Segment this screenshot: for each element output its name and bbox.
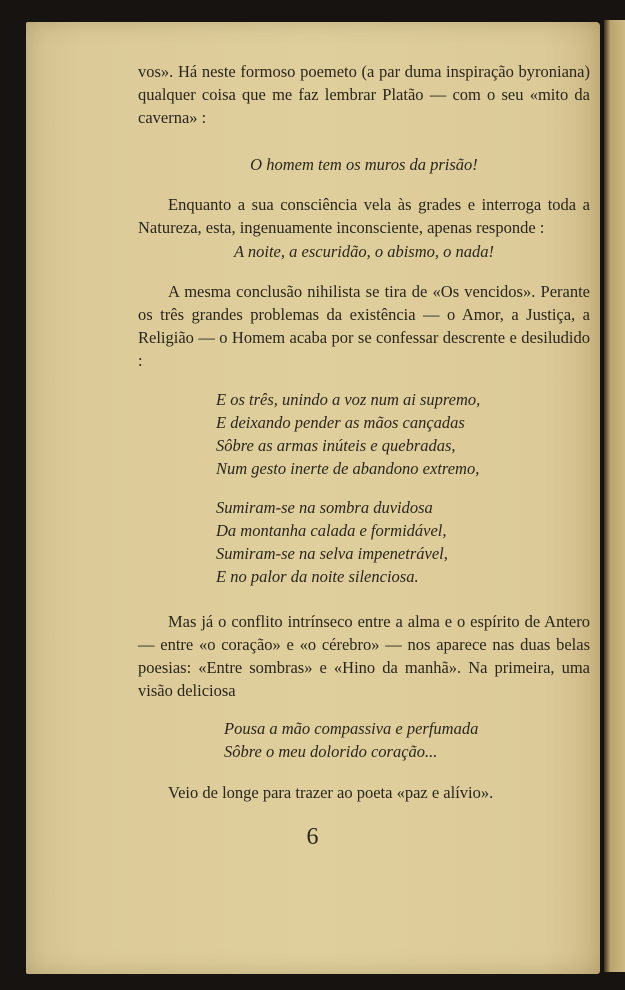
paragraph-3: A mesma conclusão nihilista se tira de «Os vencidos». Perante os três grandes problemas da existência — o Amor, a Justiça, a Religião — o Homem acaba por se confessar descrente e desiludido : bbox=[138, 282, 590, 370]
stanza-1 bbox=[216, 388, 590, 480]
verse-line: E deixando pender as mãos cançadas bbox=[216, 413, 465, 432]
verse-line: Sôbre o meu dolorido coração... bbox=[224, 742, 438, 761]
stanza-3 bbox=[224, 717, 590, 763]
verse-line: Sôbre as armas inúteis e quebradas, bbox=[216, 436, 456, 455]
verse-line: E no palor da noite silenciosa. bbox=[216, 567, 419, 586]
paragraph-2: Enquanto a sua consciência vela às grades e interroga toda a Natureza, esta, ingenuamente inconsciente, apenas responde : bbox=[138, 195, 590, 237]
page-number: 6 bbox=[306, 824, 319, 850]
verse-line: Sumiram-se na sombra duvidosa bbox=[216, 498, 433, 517]
paragraph-4: Mas já o conflito intrínseco entre a alma e o espírito de Antero — entre «o coração» e «o cérebro» — nos aparece nas duas belas poesias: «Entre sombras» e «Hino da manhã». Na primeira, uma visão deliciosa bbox=[138, 612, 590, 700]
verse-line: Pousa a mão compassiva e perfumada bbox=[224, 719, 479, 738]
verse-line: Num gesto inerte de abandono extremo, bbox=[216, 459, 480, 478]
verse-line: Sumiram-se na selva impenetrável, bbox=[216, 544, 448, 563]
verse-line: E os três, unindo a voz num ai supremo, bbox=[216, 390, 481, 409]
paragraph-1: vos». Há neste formoso poemeto (a par duma inspiração byroniana) qualquer coisa que me faz lembrar Platão — com o seu «mito da caverna» : bbox=[138, 62, 590, 127]
verse-line: Da montanha calada e formidável, bbox=[216, 521, 447, 540]
paragraph-5: Veio de longe para trazer ao poeta «paz e alívio». bbox=[168, 783, 494, 802]
stanza-2 bbox=[216, 496, 590, 588]
quote-1: O homem tem os muros da prisão! bbox=[250, 155, 478, 174]
page-body bbox=[138, 60, 590, 804]
quote-2: A noite, a escuridão, o abismo, o nada! bbox=[233, 242, 494, 261]
